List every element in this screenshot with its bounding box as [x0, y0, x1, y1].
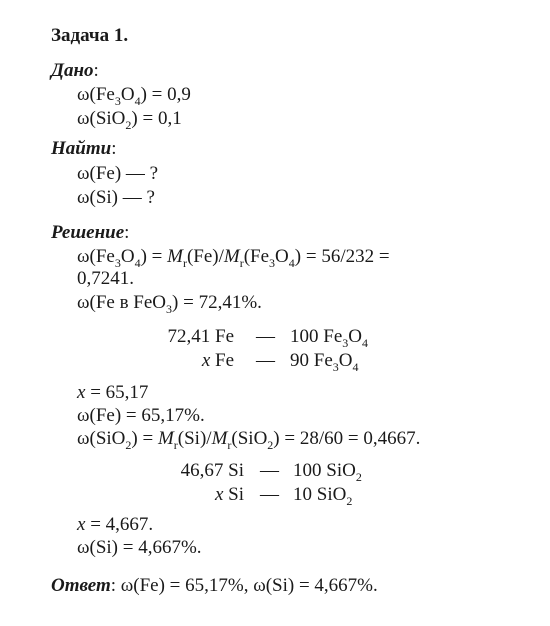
solution-line-1: $\omega(Fe_3O_4) = M_r(Fe)/M_r(Fe_3O_4) = 56/232$ =	[77, 246, 390, 270]
find-line-fe: ω(Fe) — ?	[77, 163, 159, 184]
proportion-1-row-1-left: 72,41 Fe	[167, 326, 234, 347]
given-line-sio2: ω(SiO$_2$) = 0,1	[77, 108, 182, 132]
problem-title: Задача 1.	[51, 25, 129, 46]
proportion-2-row-1-dash: —	[260, 460, 279, 481]
proportion-2-row-2-dash: —	[260, 484, 279, 505]
solution-line-5: ω(Fe) = 65,17%.	[77, 405, 205, 426]
solution-line-3: ω(Fe в FeO$_3$) = 72,41%.	[77, 292, 262, 316]
proportion-2-row-1-right: 100 SiO$_2$	[293, 460, 362, 484]
proportion-1-row-2-right: 90 $Fe_3O_4$	[290, 350, 359, 374]
proportion-1-row-2-left: x Fe	[201, 350, 234, 371]
answer-line: Ответ: ω(Fe) = 65,17%, ω(Si) = 4,667%.	[51, 575, 378, 596]
proportion-1-row-2-dash: —	[256, 350, 275, 371]
proportion-1-row-1-right: 100 $Fe_3O_4$	[290, 326, 368, 350]
given-line-fe3o4: $\omega(Fe_3O_4) = 0,9$	[77, 84, 191, 108]
solution-heading: Решение:	[51, 222, 130, 243]
solution-line-8: ω(Si) = 4,667%.	[77, 537, 202, 558]
proportion-2-row-2-right: 10 SiO$_2$	[293, 484, 353, 508]
proportion-1-row-1-dash: —	[256, 326, 275, 347]
solution-line-6: $\omega(SiO_2) = M_r(Si)/M_r(SiO_2) = 28/60 = 0,4667$.	[77, 428, 421, 452]
solution-line-7: x = 4,667.	[77, 514, 154, 535]
find-line-si: ω(Si) — ?	[77, 187, 155, 208]
proportion-2-row-1-left: 46,67 Si	[180, 460, 244, 481]
solution-line-4: x = 65,17	[77, 382, 149, 403]
proportion-2-row-2-left: x Si	[214, 484, 244, 505]
find-heading: Найти:	[51, 138, 117, 159]
solution-line-2: 0,7241.	[77, 268, 134, 289]
answer-heading: Ответ	[51, 575, 111, 596]
given-heading: Дано:	[51, 60, 99, 81]
